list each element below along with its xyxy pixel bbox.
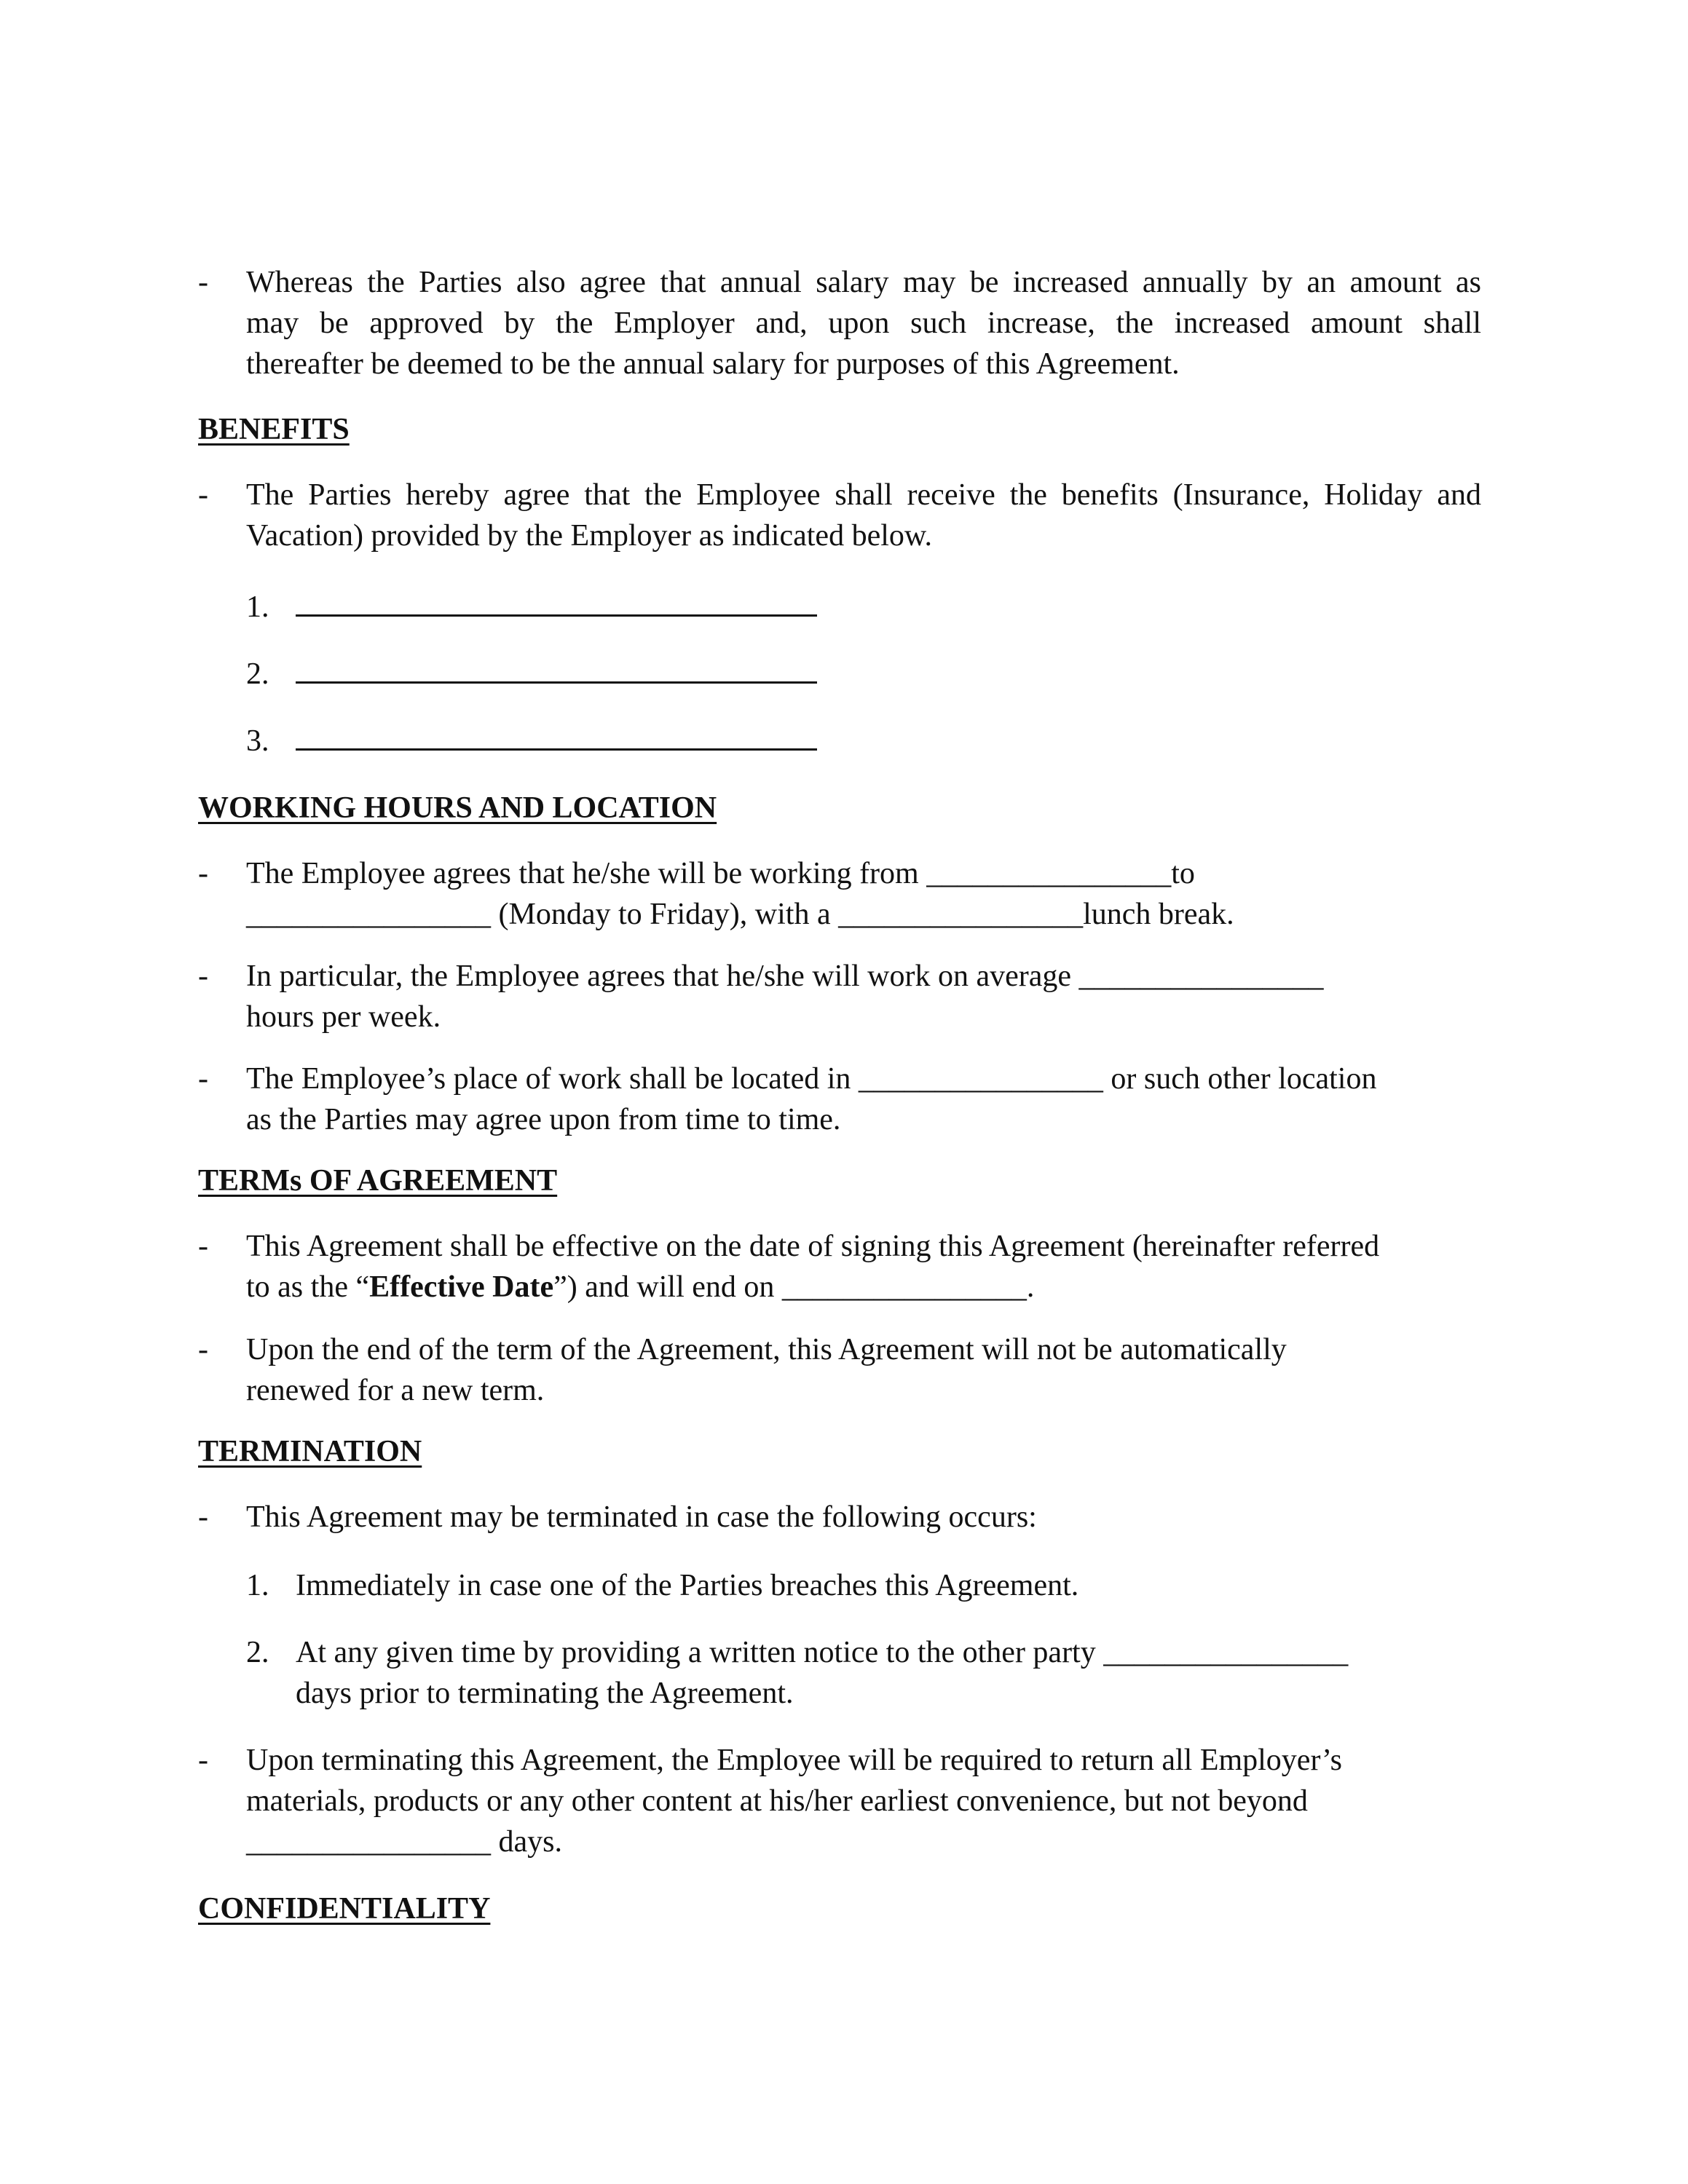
bullet-dash: - [198,1062,208,1096]
termination-item-number: 2. [246,1636,269,1669]
termination-item-2-line-2: days prior to terminating the Agreement. [296,1677,794,1710]
benefits-line-2: Vacation) provided by the Employer as indicated below. [246,519,932,553]
benefit-item-number: 1. [246,590,269,624]
effective-date-text-a: to as the “ [246,1270,370,1304]
working-hours-line-1: The Employee agrees that he/she will be working from ________________to [246,857,1195,890]
termination-intro-line: This Agreement may be terminated in case the following occurs: [246,1500,1037,1534]
benefit-blank-line[interactable] [296,747,817,751]
benefit-item-number: 3. [246,724,269,758]
average-hours-line-2: hours per week. [246,1000,441,1034]
bullet-dash: - [198,1333,208,1366]
effective-date-text-b: ”) and will end on ________________. [553,1270,1035,1304]
terms-heading: TERMs OF AGREEMENT [198,1164,558,1198]
working-hours-line-2: ________________ (Monday to Friday), with a ________________lunch break. [246,898,1234,931]
bullet-dash: - [198,478,208,512]
termination-item-2-line-1: At any given time by providing a written notice to the other party ________________ [296,1636,1349,1669]
average-hours-line-1: In particular, the Employee agrees that he/she will work on average ________________ [246,960,1324,993]
termination-heading: TERMINATION [198,1435,422,1468]
effective-date-line-1: This Agreement shall be effective on the date of signing this Agreement (hereinafter referred [246,1230,1380,1263]
term-end-line-2: renewed for a new term. [246,1374,545,1407]
bullet-dash: - [198,857,208,890]
termination-item-number: 1. [246,1569,269,1602]
term-end-line-1: Upon the end of the term of the Agreement, this Agreement will not be automatically [246,1333,1287,1366]
return-materials-line-3: ________________ days. [246,1825,562,1859]
salary-line-2: may be approved by the Employer and, upon such increase, the increased amount shall [246,306,1481,340]
benefits-line-1: The Parties hereby agree that the Employee shall receive the benefits (Insurance, Holiday and [246,478,1481,512]
bullet-dash: - [198,266,208,299]
place-of-work-line-1: The Employee’s place of work shall be located in ________________ or such other location [246,1062,1377,1096]
working-hours-heading: WORKING HOURS AND LOCATION [198,791,717,825]
effective-date-term: Effective Date [369,1270,554,1304]
return-materials-line-1: Upon terminating this Agreement, the Employee will be required to return all Employer’s [246,1744,1343,1777]
benefit-item-number: 2. [246,657,269,691]
bullet-dash: - [198,1230,208,1263]
benefit-blank-line[interactable] [296,613,817,617]
place-of-work-line-2: as the Parties may agree upon from time to time. [246,1103,841,1136]
benefits-heading: BENEFITS [198,413,350,446]
confidentiality-heading: CONFIDENTIALITY [198,1892,491,1926]
salary-line-3: thereafter be deemed to be the annual salary for purposes of this Agreement. [246,347,1180,381]
termination-item-1-text: Immediately in case one of the Parties breaches this Agreement. [296,1569,1079,1602]
effective-date-line-2 [246,1267,1481,1307]
return-materials-line-2: materials, products or any other content at his/her earliest convenience, but not beyond [246,1784,1308,1818]
bullet-dash: - [198,960,208,993]
bullet-dash: - [198,1744,208,1777]
benefit-blank-line[interactable] [296,680,817,684]
bullet-dash: - [198,1500,208,1534]
salary-line-1: Whereas the Parties also agree that annual salary may be increased annually by an amount as [246,266,1481,299]
